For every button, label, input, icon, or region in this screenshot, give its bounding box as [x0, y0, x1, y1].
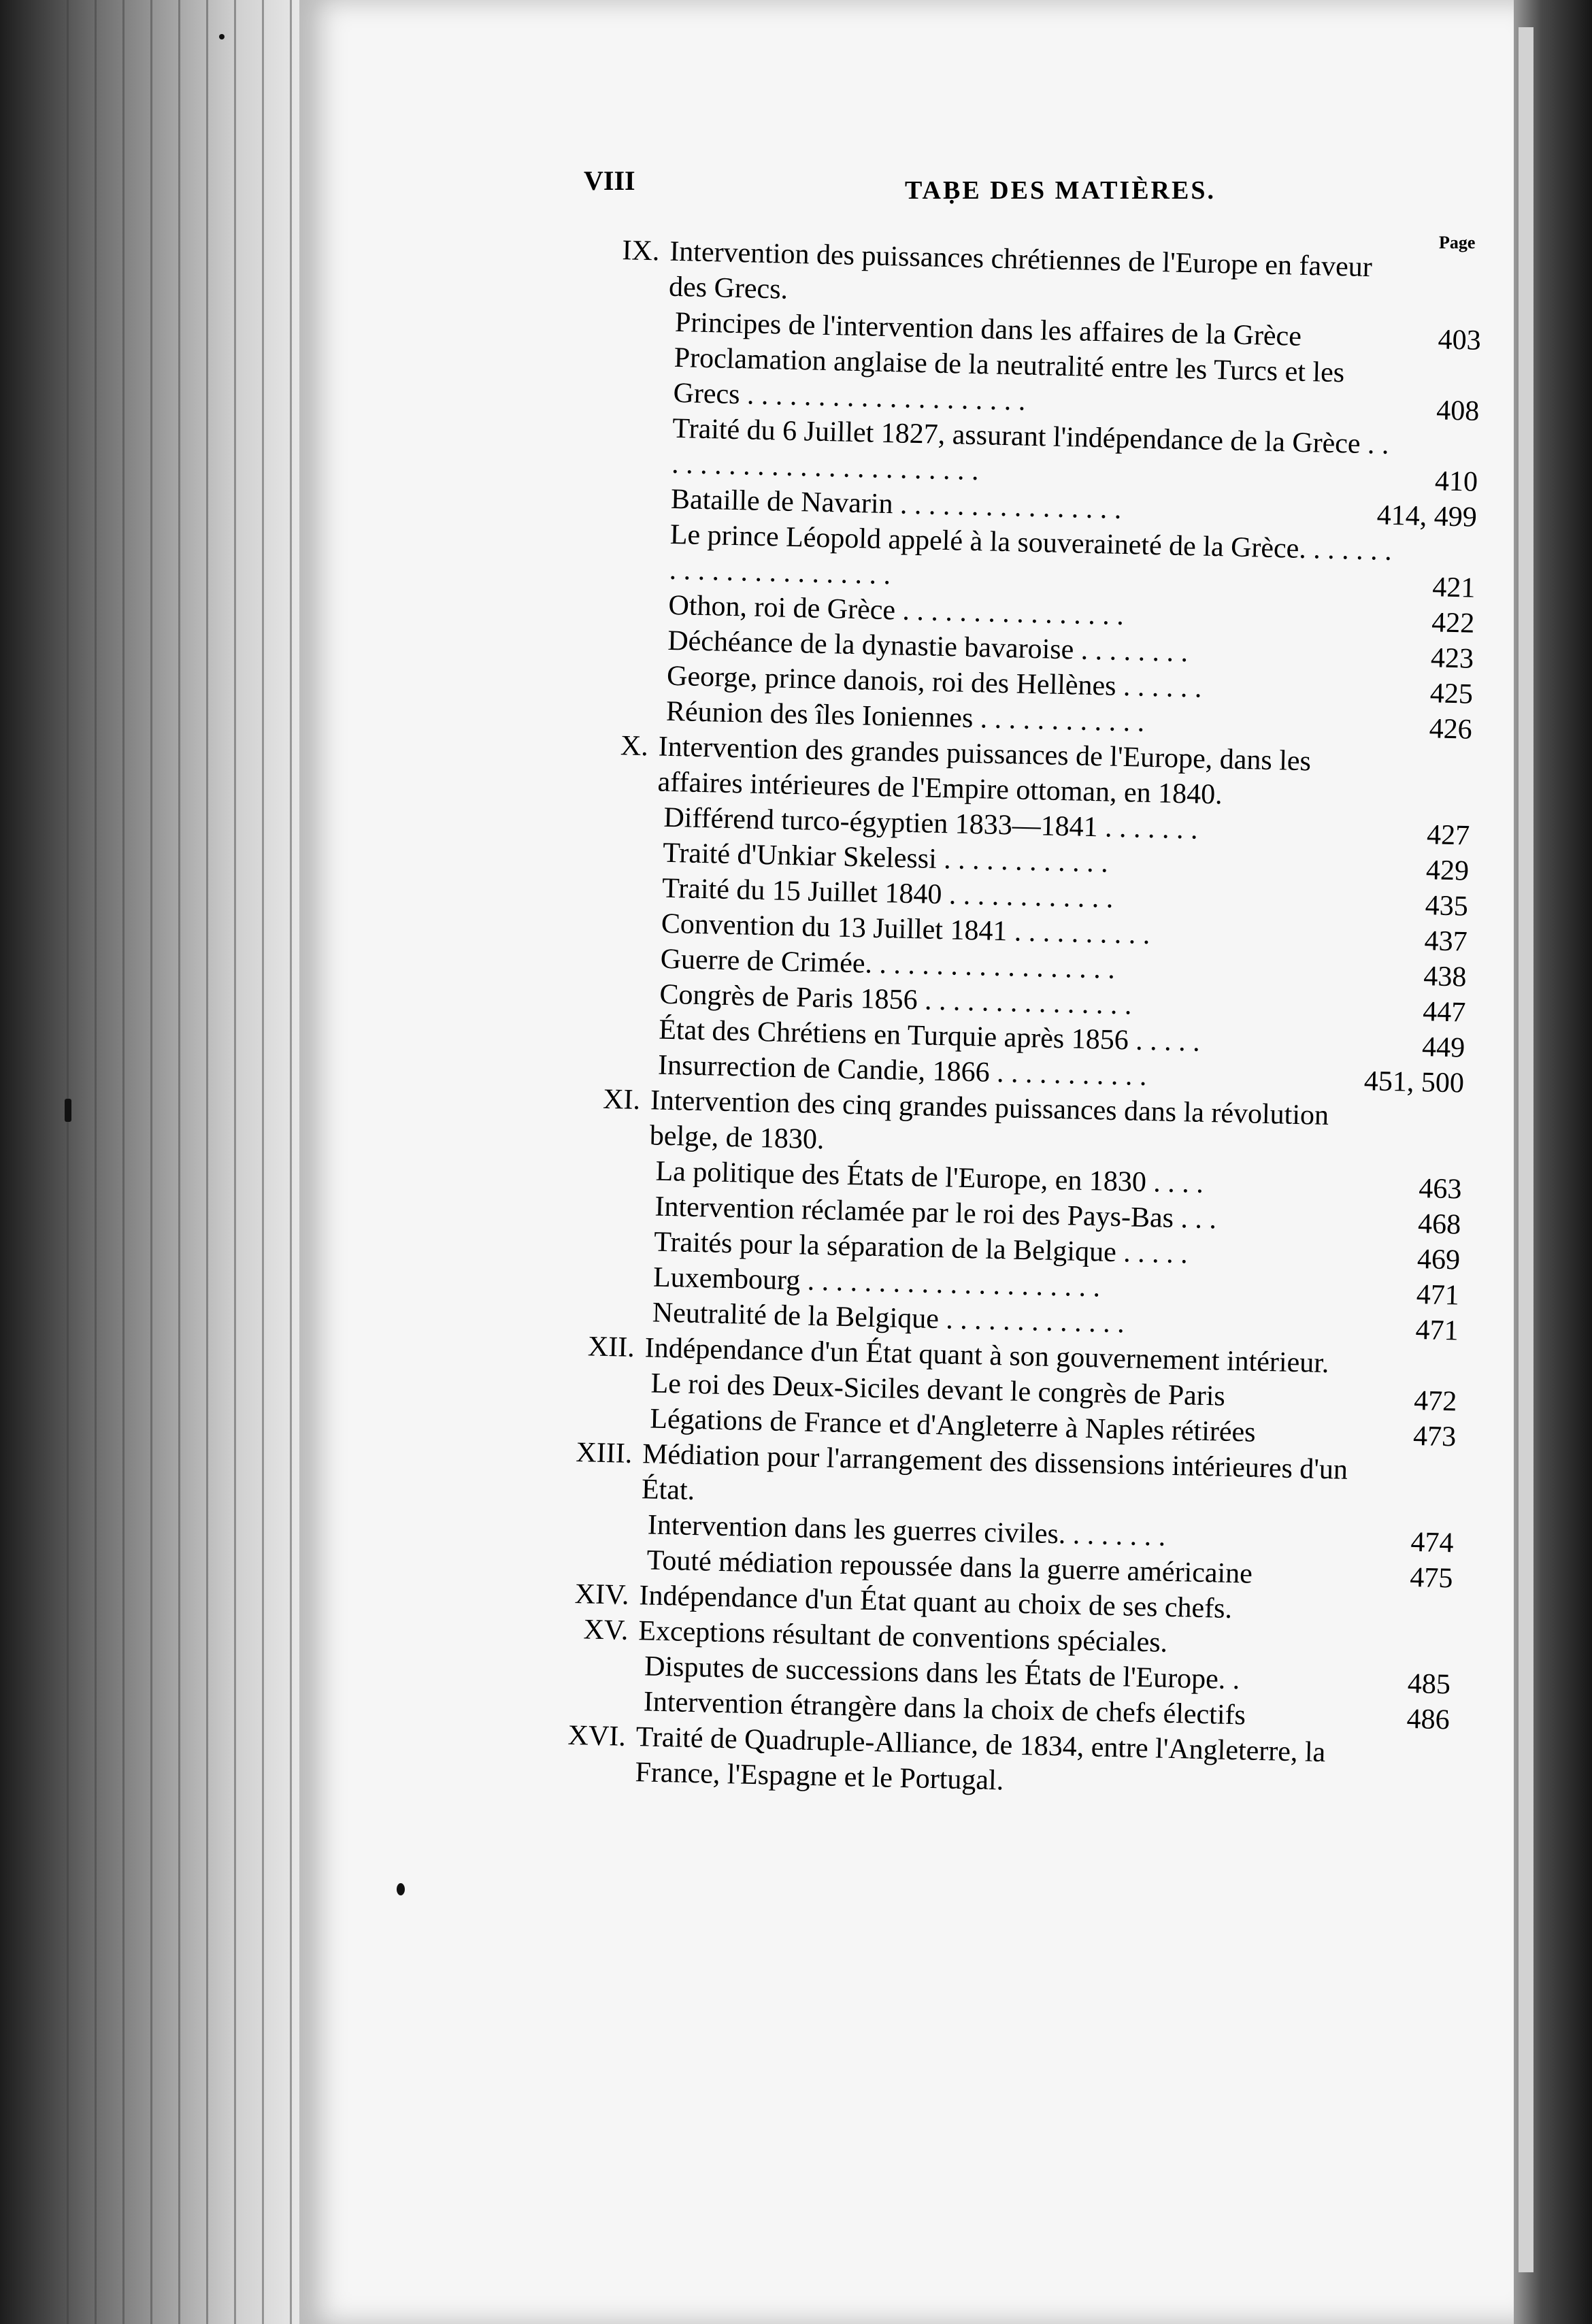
section-number: XV. [583, 1614, 629, 1646]
page-ref: 403 [1438, 324, 1482, 356]
section-title: Intervention des cinq grandes puissances dans la révolution belge, de 1830. [649, 1084, 1329, 1156]
entry-title: Bataille de Navarin . . . . . . . . . . . . . . . . [670, 483, 1122, 525]
section-number: X. [620, 730, 649, 763]
section-title: Intervention des grandes puissances de l'Europe, dans les affaires intérieures de l'Empire ottoman, en 1840. [657, 731, 1312, 811]
entry-title: Le roi des Deux-Siciles devant le congrès de Paris [650, 1367, 1226, 1412]
page-ref: 471 [1415, 1314, 1459, 1347]
entry-title: Congrès de Paris 1856 . . . . . . . . . . . . . . . [659, 978, 1133, 1021]
entry-title: Insurrection de Candie, 1866 . . . . . . . . . . . [657, 1049, 1148, 1092]
page-ref: 472 [1413, 1384, 1457, 1418]
page-edges [41, 0, 299, 2324]
page-ref: 427 [1426, 819, 1470, 852]
page-ref: 438 [1423, 961, 1467, 993]
entry-title: Intervention dans les guerres civiles. . . . . . . . [647, 1509, 1166, 1553]
page-ref: 468 [1417, 1208, 1461, 1241]
page-ref: 422 [1431, 607, 1475, 640]
entry-title: Othon, roi de Grèce . . . . . . . . . . . . . . . . [668, 589, 1125, 632]
entry-title: Luxembourg . . . . . . . . . . . . . . . . . . . . . [652, 1261, 1101, 1304]
ink-speck [65, 1099, 71, 1122]
entry-title: Disputes de successions dans les États de l'Europe. . [644, 1650, 1240, 1696]
entry-title: État des Chrétiens en Turquie après 1856 . . . . . [658, 1014, 1201, 1058]
entry-title: Proclamation anglaise de la neutralité entre les Turcs et les Grecs . . . . . . . . . . . . . . . . . . . . [673, 342, 1345, 417]
page-ref: 435 [1425, 890, 1469, 923]
entry-title: Intervention réclamée par le roi des Pays-Bas . . . [654, 1191, 1217, 1235]
entry-title: Principes de l'intervention dans les affaires de la Grèce [674, 306, 1302, 352]
entry-title: Légations de France et d'Angleterre à Naples rétirées [649, 1403, 1257, 1448]
page-ref: 426 [1429, 713, 1473, 746]
ink-speck [219, 34, 225, 39]
entry-title: Traité d'Unkiar Skelessi . . . . . . . . . . . . [662, 837, 1109, 879]
page-ref: 437 [1424, 925, 1468, 958]
page-edge-stripe [1519, 27, 1533, 2272]
entry-title: Différend turco-égyptien 1833—1841 . . . . . . . [663, 801, 1199, 846]
entry-title: Traité du 15 Juillet 1840 . . . . . . . . . . . . [661, 872, 1114, 914]
page-ref: 485 [1407, 1667, 1451, 1701]
section-title: Intervention des puissances chrétiennes de l'Europe en faveur des Grecs. [668, 235, 1373, 305]
entry-title: Intervention étrangère dans la choix de chefs électifs [643, 1686, 1246, 1731]
section-number: XIV. [574, 1578, 630, 1611]
page-ref: 474 [1410, 1526, 1455, 1559]
page-ref: 429 [1425, 854, 1470, 887]
page-ref: 425 [1429, 678, 1474, 710]
section-title: Médiation pour l'arrangement des dissensions intérieures d'un État. [641, 1438, 1348, 1507]
entry-title: George, prince danois, roi des Hellènes . . . . . . [666, 660, 1203, 704]
section-number: XI. [602, 1083, 641, 1116]
entry-title: Déchéance de la dynastie bavaroise . . . . . . . . [667, 625, 1189, 669]
section-title: Exceptions résultant de conventions spéciales. [637, 1615, 1168, 1659]
page-ref: 408 [1436, 395, 1480, 427]
page-ref: 447 [1422, 996, 1466, 1029]
entry-title: Traité du 6 Juillet 1827, assurant l'indépendance de la Grèce . . . . . . . . . . . . . . . . . . . . . . . . [671, 412, 1390, 487]
page-ref: 486 [1406, 1703, 1450, 1736]
entry-title: Neutralité de la Belgique . . . . . . . . . . . . . [652, 1297, 1125, 1340]
section-number: XVI. [567, 1719, 627, 1753]
page-ref: 471 [1416, 1279, 1460, 1312]
page-ref: 423 [1430, 642, 1474, 675]
page-ref: 463 [1418, 1173, 1462, 1206]
table-of-contents [523, 231, 1483, 1808]
section-number: IX. [622, 235, 660, 267]
entry-title: Réunion des îles Ioniennes . . . . . . . . . . . . [665, 695, 1145, 738]
page-ref: 451, 500 [1363, 1065, 1465, 1099]
entry-title: Le prince Léopold appelé à la souveraineté de la Grèce. . . . . . . . . . . . . . . . . . . . . . . [669, 518, 1393, 591]
section-title: Traité de Quadruple-Alliance, de 1834, entre l'Angleterre, la France, l'Espagne et le Portugal. [635, 1721, 1326, 1797]
ink-speck [397, 1883, 405, 1895]
entry-title: Touté médiation repoussée dans la guerre américaine [646, 1544, 1253, 1590]
entry-title: Guerre de Crimée. . . . . . . . . . . . . . . . . . [660, 943, 1116, 985]
page-column-label: Page [1439, 233, 1476, 252]
page-ref: 449 [1421, 1031, 1465, 1064]
page-number: VIII [584, 165, 635, 196]
page-ref: 475 [1409, 1561, 1453, 1595]
page-ref: 469 [1416, 1244, 1461, 1276]
entry-title: La politique des États de l'Europe, en 1830 . . . . [655, 1155, 1204, 1199]
page-ref: 473 [1412, 1420, 1457, 1453]
entry-title: Convention du 13 Juillet 1841 . . . . . . . . . . [661, 908, 1150, 951]
section-number: XIII. [575, 1437, 633, 1470]
page-title: TAḄE DES MATIÈRES. [905, 176, 1216, 205]
section-number: XII. [587, 1331, 635, 1363]
section-title: Indépendance d'un État quant à son gouvernement intérieur. [644, 1332, 1329, 1380]
page-ref: 421 [1431, 571, 1476, 604]
section-title: Indépendance d'un État quant au choix de ses chefs. [639, 1580, 1233, 1625]
page-ref: 410 [1434, 465, 1478, 498]
entry-title: Traités pour la séparation de la Belgique . . . . . [653, 1226, 1189, 1270]
page-ref: 414, 499 [1376, 499, 1478, 533]
